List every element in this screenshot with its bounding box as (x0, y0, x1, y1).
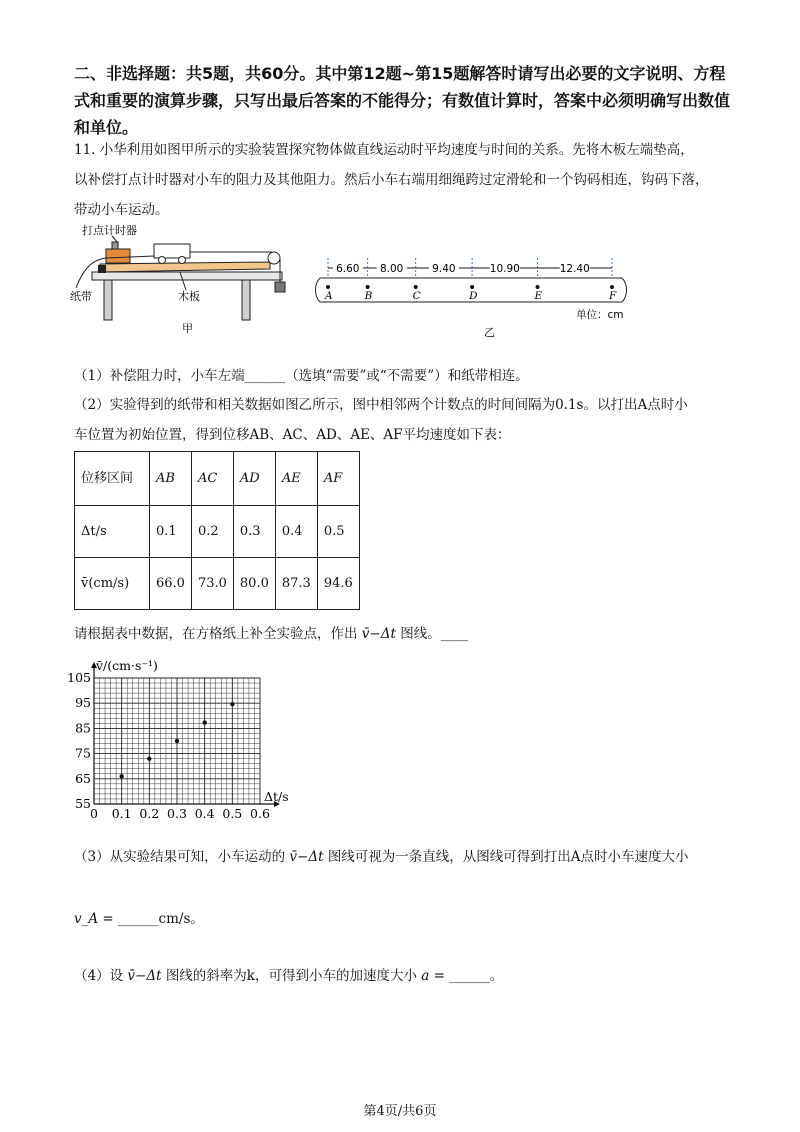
caption-yi: 乙 (484, 326, 495, 339)
timer-top (112, 242, 118, 249)
chart-point (147, 756, 151, 760)
tape-segment-label: 12.40 (559, 263, 590, 275)
caption-jia: 甲 (182, 322, 193, 335)
plot-instruction-a: 请根据表中数据，在方格纸上补全实验点，作出 (74, 626, 358, 642)
table-row (75, 558, 360, 610)
data-table (74, 451, 360, 610)
table-cell: 0.2 (191, 506, 233, 558)
chart-x-tick: 0 (90, 806, 98, 821)
cart-wheel-right (179, 257, 186, 264)
chart-y-tick: 85 (75, 720, 91, 736)
tape-dot (414, 285, 418, 289)
tape-segment-label: 8.00 (379, 263, 404, 275)
tape-dot (366, 285, 370, 289)
shim-block (98, 265, 106, 273)
table-cell: AD (233, 452, 275, 506)
table-cell: 87.3 (275, 558, 317, 610)
chart-ylabel: v̄/(cm·s⁻¹) (96, 658, 158, 673)
chart-y-tick: 105 (67, 670, 91, 685)
q11-intro-line3: 带动小车运动。 (74, 202, 169, 218)
chart-point (202, 720, 206, 724)
table-cell: 73.0 (191, 558, 233, 610)
part1-text: （1）补偿阻力时，小车左端______（选填“需要”或“不需要”）和纸带相连。 (74, 368, 529, 384)
chart-x-tick: 0.3 (167, 806, 187, 821)
part4-c: ______。 (449, 968, 504, 984)
chart-point (230, 702, 234, 706)
plot-instruction-symbol: v̄−Δt (361, 626, 396, 642)
chart-y-tick: 75 (75, 745, 91, 761)
chart-y-tick: 95 (75, 695, 91, 711)
table-leg-right (242, 280, 250, 320)
tape-point-label: E (534, 290, 543, 302)
section-heading: 二、非选择题：共5题，共60分。其中第12题~第15题解答时请写出必要的文字说明、方程式和重要的演算步骤，只写出最后答案的不能得分；有数值计算时，答案中必须明确写出数值和单位。 (74, 64, 731, 137)
part3-a: （3）从实验结果可知，小车运动的 (74, 849, 286, 865)
table-cell: AB (150, 452, 192, 506)
table-cell: AE (275, 452, 317, 506)
plot-instruction-b: 图线。____ (400, 626, 468, 642)
part2-line2: 车位置为初始位置，得到位移AB、AC、AD、AE、AF平均速度如下表： (74, 427, 511, 443)
chart-xlabel: Δt/s (264, 789, 289, 804)
tape-segment-label: 6.60 (336, 263, 360, 275)
chart-x-tick: 0.6 (250, 806, 270, 821)
table-cell: 0.5 (317, 506, 359, 558)
tape-dot (610, 285, 614, 289)
chart-y-tick: 55 (75, 796, 91, 811)
q11-intro-line1: 11. 小华利用如图甲所示的实验装置探究物体做直线运动时平均速度与时间的关系。先将木板左端垫高， (74, 142, 694, 158)
chart-x-tick: 0.5 (222, 806, 243, 821)
label-board: 木板 (178, 290, 200, 303)
part4-line (74, 962, 734, 990)
table-cell: 94.6 (317, 558, 359, 610)
table-cell: 0.1 (150, 506, 192, 558)
table-header-dt: Δt/s (75, 506, 150, 558)
chart-x-tick: 0.1 (111, 806, 132, 821)
table-cell: AC (191, 452, 233, 506)
table-row (75, 506, 360, 558)
chart-x-tick: 0.4 (194, 806, 215, 821)
vt-chart (66, 656, 306, 826)
table-cell: 66.0 (150, 558, 192, 610)
part4-symbol: v̄−Δt (127, 968, 162, 984)
pulley (268, 252, 280, 264)
tape-point-label: F (609, 290, 617, 302)
table-leg-left (104, 280, 112, 320)
tape-unit-label: 单位：cm (576, 309, 624, 321)
part2-line1: （2）实验得到的纸带和相关数据如图乙所示，图中相邻两个计数点的时间间隔为0.1s。以打出A点时小 (74, 397, 688, 413)
tape-segment-label: 10.90 (489, 263, 520, 275)
table-cell: 80.0 (233, 558, 275, 610)
label-tape: 纸带 (70, 290, 92, 303)
chart-point (175, 739, 179, 743)
table-cell: 0.3 (233, 506, 275, 558)
tape-dot (326, 285, 330, 289)
chart-x-tick: 0.2 (139, 806, 160, 821)
cart-wheel-left (159, 257, 166, 264)
part4-variable: a = (421, 968, 445, 984)
chart-point (119, 774, 123, 778)
part3-line1 (74, 843, 734, 871)
tape-segment-label: 9.40 (432, 263, 456, 275)
hook-weight (275, 282, 285, 292)
part3-symbol: v̄−Δt (289, 849, 324, 865)
part3-variable: v_A = (74, 911, 114, 927)
part3-b: 图线可视为一条直线，从图线可得到打出A点时小车速度大小 (327, 849, 689, 865)
plot-instruction (74, 620, 734, 648)
tape-figure (312, 256, 632, 340)
table-row (75, 452, 360, 506)
table-cell: AF (317, 452, 359, 506)
q11-intro-line2: 以补偿打点计时器对小车的阻力及其他阻力。然后小车右端用细绳跨过定滑轮和一个钩码相连，钩码下落， (74, 172, 709, 188)
table-header-interval: 位移区间 (75, 452, 150, 506)
tape-point-label: B (364, 290, 373, 302)
tape-dot (536, 285, 540, 289)
timer-body (106, 249, 130, 263)
part3-line2 (74, 905, 734, 933)
label-timer: 打点计时器 (82, 224, 137, 237)
table-top (92, 272, 282, 280)
page-footer: 第4页/共6页 (363, 1104, 437, 1119)
cart-body (154, 244, 190, 258)
tape-point-label: A (325, 290, 333, 302)
part4-a: （4）设 (74, 968, 124, 984)
chart-y-tick: 65 (75, 770, 91, 786)
table-header-v: v̄(cm/s) (75, 558, 150, 610)
tape-dot (470, 285, 474, 289)
part3-c: ______cm/s。 (118, 911, 204, 927)
apparatus-figure (70, 222, 300, 337)
tape-point-label: D (469, 290, 478, 302)
table-cell: 0.4 (275, 506, 317, 558)
tape-point-label: C (412, 290, 421, 302)
part4-b: 图线的斜率为k，可得到小车的加速度大小 (165, 968, 417, 984)
